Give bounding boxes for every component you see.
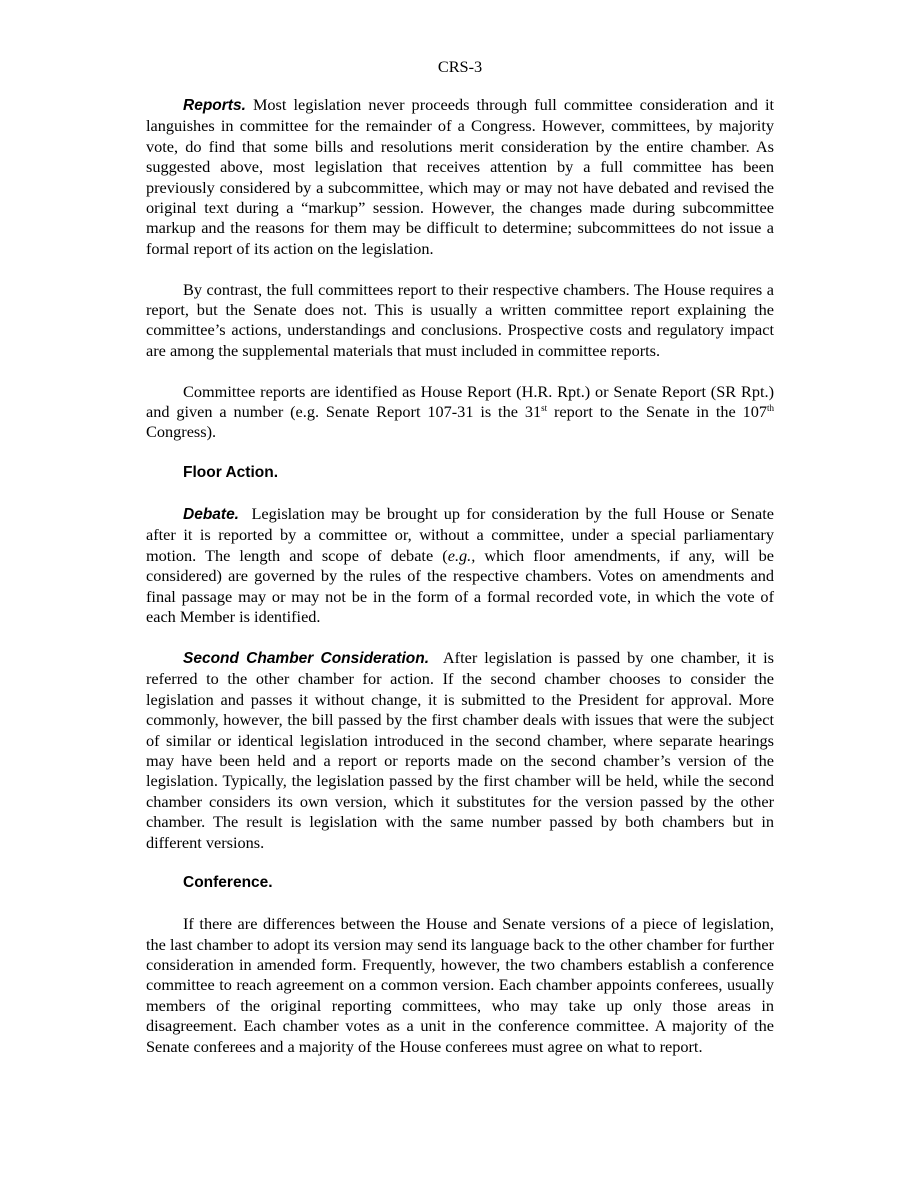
numbering-text-a: Committee reports are identified as House Report (H.R. Rpt.) or Senate Report (SR Rpt.) and given a number (e.g. Senate Report 107-31 is the 31 xyxy=(146,381,774,422)
full-committee-report-paragraph: By contrast, the full committees report to their respective chambers. The House requires a report, but the Senate does not. This is usually a written committee report explaining the committee’s actions, understandings and conclusions. Prospective costs and regulatory impact are among the supplemental materials that must included in committee reports. xyxy=(146,279,774,360)
second-chamber-paragraph xyxy=(146,648,774,853)
reports-heading: Reports. xyxy=(183,97,246,114)
debate-text-eg: e.g., xyxy=(447,545,476,565)
numbering-sup-th: th xyxy=(767,403,775,414)
reports-text: Most legislation never proceeds through full committee consideration and it languishes in committee for the remainder of a Congress. However, committees, by majority vote, do find that some bills and resolutions merit consideration by the entire chamber. As suggested above, most legislation that receives attention by a full committee has been previously considered by a subcommittee, which may or may not have debated and revised the original text during a “markup” session. However, the changes made during subcommittee markup and the reasons for them may be difficult to determine; subcommittees do not issue a formal report of its action on the legislation. xyxy=(146,95,774,258)
second-chamber-heading: Second Chamber Consideration. xyxy=(183,649,430,667)
floor-action-heading: Floor Action. xyxy=(183,464,278,482)
second-chamber-text: After legislation is passed by one chamber, it is referred to the other chamber for action. If the second chamber chooses to consider the legislation and passes it without change, it is submitted to the President for approval. More commonly, however, the bill passed by the first chamber deals with issues that were the subject of similar or identical legislation introduced in the second chamber, where separate hearings may have been held and a report or reports made on the second chamber’s version of the legislation. Typically, the legislation passed by the first chamber will be held, while the second chamber considers its own version, which it substitutes for the version passed by the other chamber. The result is legislation with the same number passed by both chambers but in different versions. xyxy=(146,647,775,852)
numbering-text-c: Congress). xyxy=(146,422,217,442)
debate-text-a: Legislation may be brought up for consideration by the full House or Senate after it is reported by a committee or, without a committee, under a special parliamentary motion. The length and scope of debate ( xyxy=(146,504,774,565)
numbering-sup-st: st xyxy=(541,403,548,414)
document-body xyxy=(146,95,774,1077)
page-number: CRS-3 xyxy=(437,57,483,76)
conference-heading: Conference. xyxy=(183,874,273,892)
debate-paragraph xyxy=(146,504,774,627)
debate-text-b: which floor amendments, if any, will be considered) are governed by the rules of the respective chambers. Votes on amendments and final passage may or may not be in the form of a formal recorded vote, in which the vote of each Member is identified. xyxy=(146,545,774,627)
committee-report-numbering-paragraph xyxy=(146,382,774,443)
reports-paragraph xyxy=(146,95,774,259)
numbering-text-b: report to the Senate in the 107 xyxy=(547,402,767,422)
debate-heading: Debate. xyxy=(183,506,239,524)
conference-paragraph: If there are differences between the House and Senate versions of a piece of legislation, the last chamber to adopt its version may send its language back to the other chamber for further consideration in amended form. Frequently, however, the two chambers establish a conference committee to reach agreement on a common version. Each chamber appoints conferees, usually members of the original reporting committees, who may take up only those areas in disagreement. Each chamber votes as a unit in the conference committee. A majority of the Senate conferees and a majority of the House conferees must agree on what to report. xyxy=(146,914,774,1056)
